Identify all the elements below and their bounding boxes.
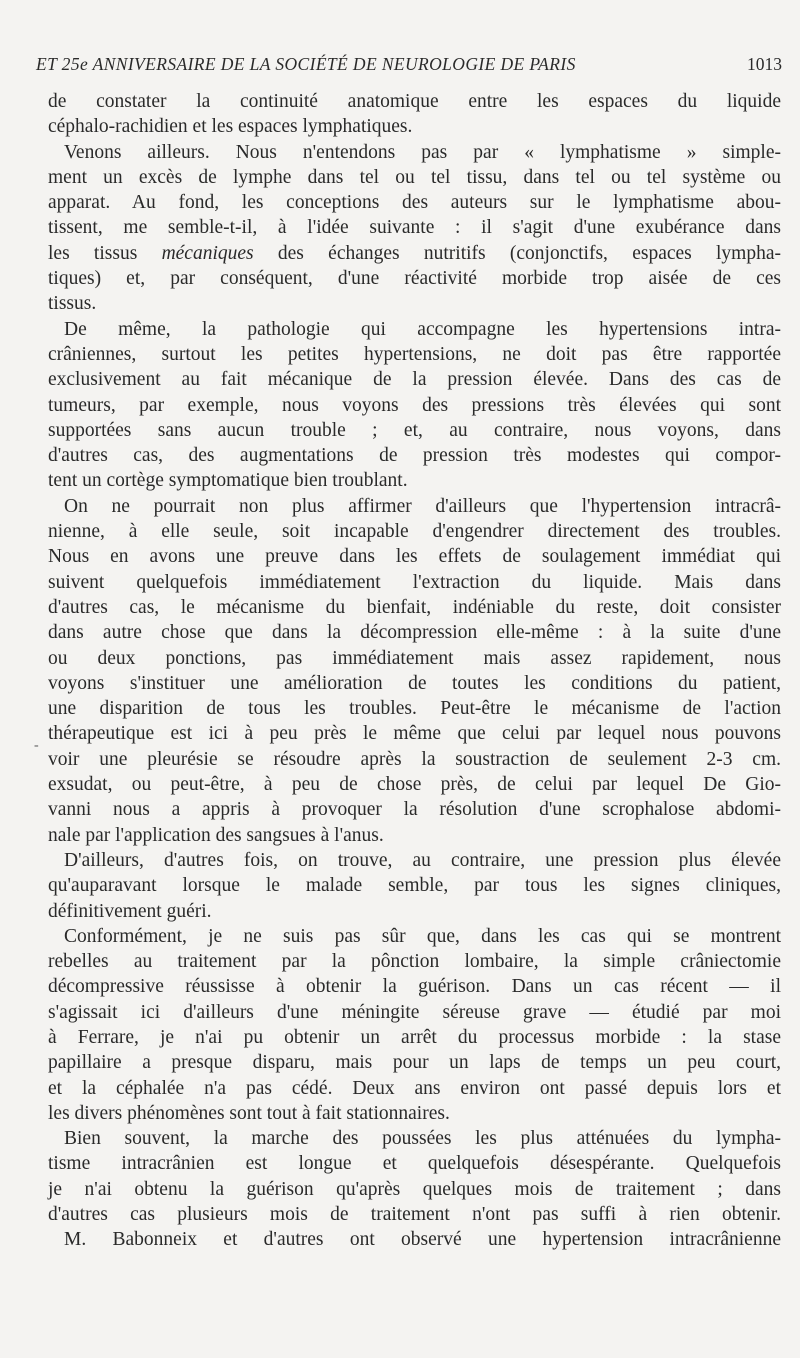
text-line: Conformément, je ne suis pas sûr que, dans les cas qui se montrent: [64, 925, 781, 947]
text-line: De même, la pathologie qui accompagne les hypertensions intra-: [64, 318, 781, 340]
text-line: une disparition de tous les troubles. Peut-être le mécanisme de l'action: [48, 698, 781, 720]
text-line: d'autres cas, le mécanisme du bienfait, indéniable du reste, doit consister: [48, 596, 781, 618]
text-line: papillaire a presque disparu, mais pour un laps de temps un peu court,: [48, 1052, 781, 1074]
text-line: D'ailleurs, d'autres fois, on trouve, au contraire, une pression plus élevée: [64, 849, 781, 871]
text-line: tissus.: [48, 293, 97, 315]
text-line: à Ferrare, je n'ai pu obtenir un arrêt du processus morbide : la stase: [48, 1026, 781, 1048]
running-title: ET 25e ANNIVERSAIRE DE LA SOCIÉTÉ DE NEUROLOGIE DE PARIS: [36, 54, 576, 74]
text-line: ou deux ponctions, pas immédiatement mais assez rapidement, nous: [48, 647, 781, 669]
text-line: les divers phénomènes sont tout à fait stationnaires.: [48, 1102, 450, 1124]
text-segment: les tissus: [48, 242, 162, 264]
text-line: ment un excès de lymphe dans tel ou tel tissu, dans tel ou tel système ou: [48, 166, 781, 188]
text-line: apparat. Au fond, les conceptions des auteurs sur le lymphatisme abou-: [48, 192, 781, 214]
text-line: M. Babonneix et d'autres ont observé une hypertension intracrânienne: [64, 1229, 781, 1251]
text-line: voyons s'instituer une amélioration de toutes les conditions du patient,: [48, 672, 781, 694]
text-line: exsudat, ou peut-être, à peu de chose près, de celui par lequel De Gio-: [48, 774, 781, 796]
running-header: [36, 54, 782, 78]
text-line: décompressive réussisse à obtenir la guérison. Dans un cas récent — il: [48, 976, 781, 998]
text-line: nale par l'application des sangsues à l'anus.: [48, 824, 384, 846]
text-line: thérapeutique est ici à peu près le même que celui par lequel nous pouvons: [48, 723, 781, 745]
text-line: je n'ai obtenu la guérison qu'après quelques mois de traitement ; dans: [48, 1178, 781, 1200]
text-line: Venons ailleurs. Nous n'entendons pas par « lymphatisme » simple-: [64, 141, 781, 163]
body-text: [48, 89, 781, 1253]
text-line: tisme intracrânien est longue et quelquefois désespérante. Quelquefois: [48, 1153, 781, 1175]
text-line: On ne pourrait non plus affirmer d'ailleurs que l'hypertension intracrâ-: [64, 495, 781, 517]
text-line: qu'auparavant lorsque le malade semble, par tous les signes cliniques,: [48, 875, 781, 897]
italic-text: mécaniques: [161, 242, 254, 264]
text-line: définitivement guéri.: [48, 900, 212, 922]
text-line: dans autre chose que dans la décompression elle-même : à la suite d'une: [48, 622, 781, 644]
text-line: vanni nous a appris à provoquer la résolution d'une scrophalose abdomi-: [48, 799, 781, 821]
text-line: céphalo-rachidien et les espaces lymphatiques.: [48, 116, 413, 138]
text-line: d'autres cas, des augmentations de pression très modestes qui compor-: [48, 445, 781, 467]
text-line: Bien souvent, la marche des poussées les plus atténuées du lympha-: [64, 1128, 781, 1150]
text-line: s'agissait ici d'ailleurs d'une méningite séreuse grave — étudié par moi: [48, 1001, 781, 1023]
text-line: Nous en avons une preuve dans les effets de soulagement immédiat qui: [48, 546, 781, 568]
text-line: suivent quelquefois immédiatement l'extraction du liquide. Mais dans: [48, 571, 781, 593]
text-line: tumeurs, par exemple, nous voyons des pressions très élevées qui sont: [48, 394, 781, 416]
text-line: supportées sans aucun trouble ; et, au contraire, nous voyons, dans: [48, 419, 781, 441]
text-line: voir une pleurésie se résoudre après la soustraction de seulement 2-3 cm.: [48, 748, 781, 770]
text-line: tiques) et, par conséquent, d'une réactivité morbide trop aisée de ces: [48, 268, 781, 290]
text-segment: des échanges nutritifs (conjonctifs, espaces lympha-: [253, 242, 781, 264]
margin-mark: -: [34, 738, 39, 753]
page-number: 1013: [747, 54, 782, 74]
text-line: de constater la continuité anatomique entre les espaces du liquide: [48, 91, 781, 112]
text-line: exclusivement au fait mécanique de la pression élevée. Dans des cas de: [48, 369, 781, 391]
text-line: rebelles au traitement par la pônction lombaire, la simple crâniectomie: [48, 951, 781, 973]
text-line: nienne, à elle seule, soit incapable d'engendrer directement des troubles.: [48, 521, 781, 543]
text-line: tissent, me semble-t-il, à l'idée suivante : il s'agit d'une exubérance dans: [48, 217, 781, 239]
text-line: tent un cortège symptomatique bien troublant.: [48, 470, 408, 492]
text-line: et la céphalée n'a pas cédé. Deux ans environ ont passé depuis lors et: [48, 1077, 781, 1099]
text-line: [48, 241, 781, 266]
text-line: d'autres cas plusieurs mois de traitement n'ont pas suffi à rien obtenir.: [48, 1204, 781, 1226]
text-line: crâniennes, surtout les petites hypertensions, ne doit pas être rapportée: [48, 343, 781, 365]
